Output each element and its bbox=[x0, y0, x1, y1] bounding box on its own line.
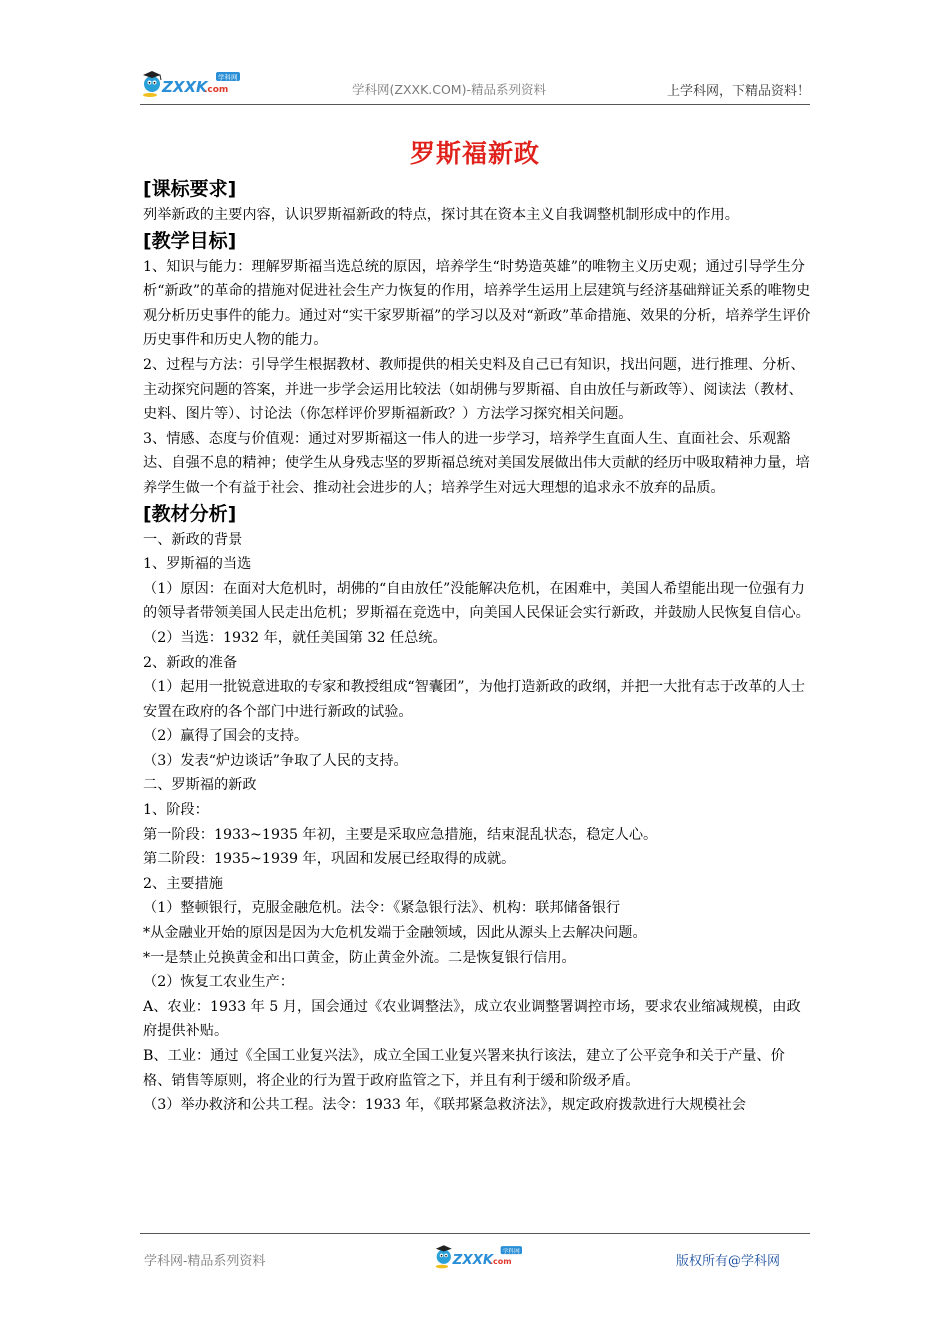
mascot-icon bbox=[143, 71, 161, 97]
page-footer bbox=[140, 1233, 810, 1273]
section-heading: [教材分析] bbox=[143, 502, 237, 525]
paragraph: 2、主要措施 bbox=[143, 875, 223, 892]
mascot-icon bbox=[436, 1245, 452, 1268]
logo-text: ZXXK bbox=[162, 78, 208, 96]
paragraph: （2）恢复工农业生产： bbox=[143, 974, 294, 991]
footer-divider bbox=[140, 1233, 810, 1234]
paragraph: 第一阶段：1933~1935 年初，主要是采取应急措施，结束混乱状态，稳定人心。 bbox=[143, 826, 658, 843]
logo-domain: .com bbox=[490, 1256, 512, 1266]
paragraph: 第二阶段：1935~1939 年，巩固和发展已经取得的成就。 bbox=[143, 851, 516, 868]
paragraph: 1、阶段： bbox=[143, 802, 209, 819]
paragraph: 2、过程与方法：引导学生根据教材、教师提供的相关史料及自己已有知识，找出问题，进行推理、分析、主动探究问题的答案，并进一步学会运用比较法（如胡佛与罗斯福、自由放任与新政等）、阅读法（教材、史料、图片等）、讨论法（你怎样评价罗斯福新政？）方法学习探究相关问题。 bbox=[143, 356, 805, 423]
paragraph: （1）整顿银行，克服金融危机。法令：《紧急银行法》、机构：联邦储备银行 bbox=[143, 900, 621, 917]
paragraph: 3、情感、态度与价值观：通过对罗斯福这一伟人的进一步学习，培养学生直面人生、直面社会、乐观豁达、自强不息的精神；使学生从身残志坚的罗斯福总统对美国发展做出伟大贡献的经历中吸取精神力量，培养学生做一个有益于社会、推动社会进步的人；培养学生对远大理想的追求永不放弃的品质。 bbox=[143, 430, 810, 496]
paragraph: （2）当选：1932 年，就任美国第 32 任总统。 bbox=[143, 629, 447, 646]
paragraph: （1）原因：在面对大危机时，胡佛的“自由放任”没能解决危机，在困难中，美国人希望能出现一位强有力的领导者带领美国人民走出危机；罗斯福在竞选中，向美国人民保证会实行新政，并鼓励人民恢复自信心。 bbox=[143, 580, 810, 622]
paragraph: *从金融业开始的原因是因为大危机发端于金融领域，因此从源头上去解决问题。 bbox=[143, 925, 647, 942]
paragraph: （3）举办救济和公共工程。法令：1933 年，《联邦紧急救济法》，规定政府拨款进行大规模社会 bbox=[143, 1097, 746, 1114]
section-heading: [教学目标] bbox=[143, 229, 237, 252]
paragraph: 1、知识与能力：理解罗斯福当选总统的原因，培养学生“时势造英雄”的唯物主义历史观；通过引导学生分析“新政”的革命的措施对促进社会生产力恢复的作用，培养学生运用上层建筑与经济基础辩证关系的唯物史观分析历史事件的能力。通过对“实干家罗斯福”的学习以及对“新政”革命措施、效果的分析，培养学生评价历史事件和历史人物的能力。 bbox=[143, 258, 811, 349]
logo-text: ZXXK bbox=[452, 1252, 494, 1268]
paragraph: A、农业：1933 年 5 月，国会通过《农业调整法》，成立农业调整署调控市场，要求农业缩减规模，由政府提供补贴。 bbox=[143, 998, 801, 1040]
logo-badge: 学科网 bbox=[218, 73, 238, 82]
logo-domain: .com bbox=[204, 85, 229, 95]
paragraph: 2、新政的准备 bbox=[143, 654, 238, 671]
paragraph: 列举新政的主要内容，认识罗斯福新政的特点，探讨其在资本主义自我调整机制形成中的作用。 bbox=[143, 207, 739, 223]
footer-site-name: 学科网-精品系列资料 bbox=[144, 1254, 266, 1269]
paragraph: 二、罗斯福的新政 bbox=[143, 777, 257, 794]
zxxk-logo[interactable] bbox=[140, 64, 250, 100]
footer-copyright: 版权所有@学科网 bbox=[675, 1254, 780, 1269]
section-heading: [课标要求] bbox=[143, 178, 237, 200]
header-divider bbox=[140, 104, 810, 105]
paragraph: 一、新政的背景 bbox=[143, 531, 243, 548]
footer-zxxk-logo[interactable] bbox=[430, 1239, 534, 1271]
paragraph: *一是禁止兑换黄金和出口黄金，防止黄金外流。二是恢复银行信用。 bbox=[143, 949, 576, 966]
paragraph: B、工业：通过《全国工业复兴法》，成立全国工业复兴署来执行该法，建立了公平竞争和关于产量、价格、销售等原则，将企业的行为置于政府监管之下，并且有利于缓和阶级矛盾。 bbox=[143, 1048, 785, 1089]
paragraph: （3）发表“炉边谈话”争取了人民的支持。 bbox=[143, 752, 408, 769]
logo-badge: 学科网 bbox=[502, 1248, 520, 1255]
paragraph: （2）赢得了国会的支持。 bbox=[143, 728, 309, 745]
page-title: 罗斯福新政 bbox=[409, 139, 540, 168]
header-site-name: 学科网(ZXXK.COM)-精品系列资料 bbox=[352, 82, 546, 97]
page-header bbox=[140, 60, 810, 106]
header-slogan: 上学科网，下精品资料！ bbox=[666, 84, 810, 99]
document-body bbox=[143, 176, 811, 1118]
paragraph: 1、罗斯福的当选 bbox=[143, 556, 252, 573]
paragraph: （1）起用一批锐意进取的专家和教授组成“智囊团”，为他打造新政的政纲，并把一大批有志于改革的人士安置在政府的各个部门中进行新政的试验。 bbox=[143, 679, 805, 720]
